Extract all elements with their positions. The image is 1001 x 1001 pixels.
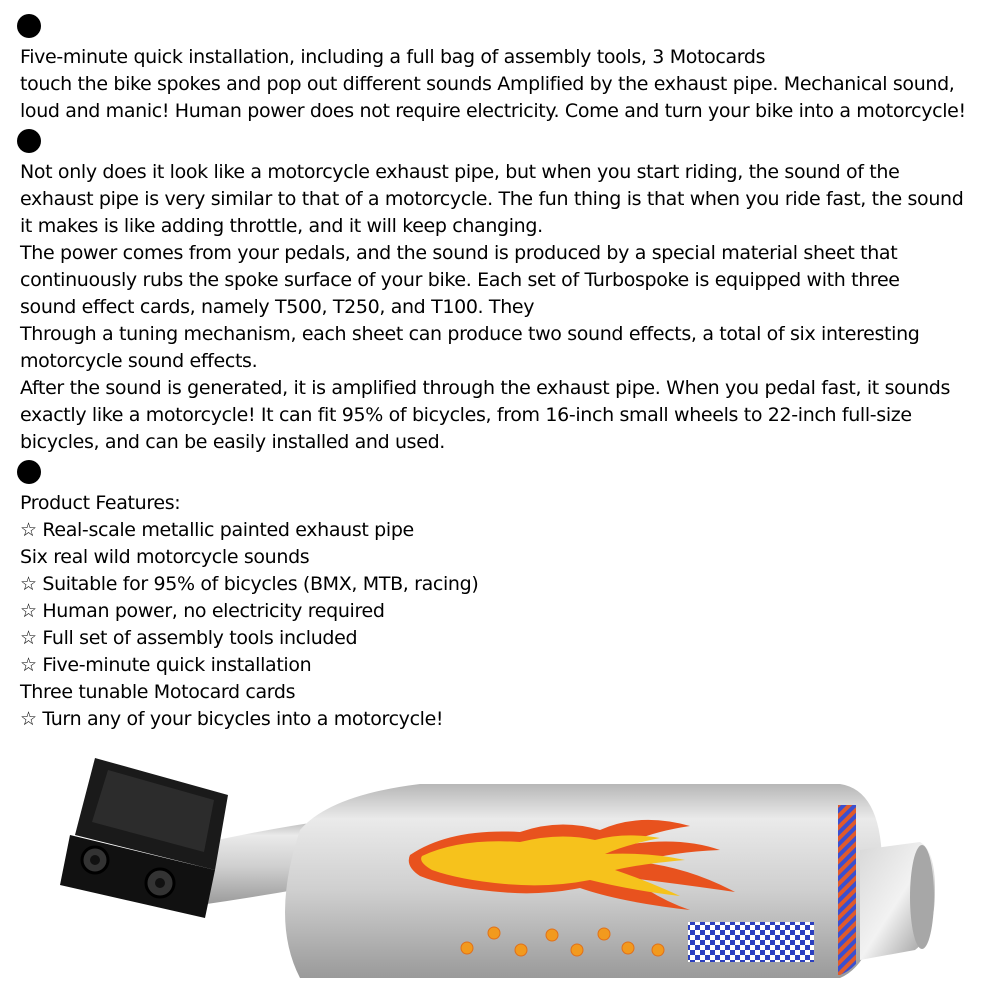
text-line: After the sound is generated, it is amplified through the exhaust pipe. When you pedal fast, it sounds: [20, 377, 951, 399]
feature-item: ☆ Five-minute quick installation: [20, 654, 312, 676]
feature-item: Six real wild motorcycle sounds: [20, 546, 310, 568]
bullet-dot-icon: [17, 14, 41, 38]
text-line: Not only does it look like a motorcycle exhaust pipe, but when you start riding, the sound of the: [20, 161, 900, 183]
text-line: loud and manic! Human power does not require electricity. Come and turn your bike into a motorcycle!: [20, 100, 966, 122]
details-section: [20, 129, 995, 456]
text-line: Through a tuning mechanism, each sheet can produce two sound effects, a total of six interesting: [20, 323, 920, 345]
stripe-band: [838, 805, 856, 975]
text-line: touch the bike spokes and pop out different sounds Amplified by the exhaust pipe. Mechanical sound,: [20, 73, 955, 95]
feature-item: ☆ Human power, no electricity required: [20, 600, 385, 622]
text-line: motorcycle sound effects.: [20, 350, 258, 372]
text-line: The power comes from your pedals, and the sound is produced by a special material sheet that: [20, 242, 898, 264]
intro-section: [20, 14, 995, 125]
feature-item: Three tunable Motocard cards: [20, 681, 296, 703]
text-line: Five-minute quick installation, including a full bag of assembly tools, 3 Motocards: [20, 46, 766, 68]
exhaust-pipe-product-image: [40, 748, 1000, 1001]
bullet-dot-icon: [17, 129, 41, 153]
text-line: bicycles, and can be easily installed and used.: [20, 431, 445, 453]
feature-item: ☆ Real-scale metallic painted exhaust pipe: [20, 519, 414, 541]
feature-item: ☆ Full set of assembly tools included: [20, 627, 358, 649]
features-heading: Product Features:: [20, 492, 181, 514]
text-line: continuously rubs the spoke surface of your bike. Each set of Turbospoke is equipped with three: [20, 269, 900, 291]
feature-item: ☆ Suitable for 95% of bicycles (BMX, MTB, racing): [20, 573, 479, 595]
text-line: it makes is like adding throttle, and it will keep changing.: [20, 215, 543, 237]
text-line: exactly like a motorcycle! It can fit 95% of bicycles, from 16-inch small wheels to 22-inch full-size: [20, 404, 912, 426]
mounting-clamp: [60, 758, 228, 918]
features-section: [20, 460, 995, 733]
checker-decal: [688, 922, 814, 962]
feature-item: ☆ Turn any of your bicycles into a motorcycle!: [20, 708, 444, 730]
text-line: sound effect cards, namely T500, T250, and T100. They: [20, 296, 535, 318]
text-line: exhaust pipe is very similar to that of a motorcycle. The fun thing is that when you ride fast, the sound: [20, 188, 964, 210]
bullet-dot-icon: [17, 460, 41, 484]
product-description: [20, 14, 995, 737]
